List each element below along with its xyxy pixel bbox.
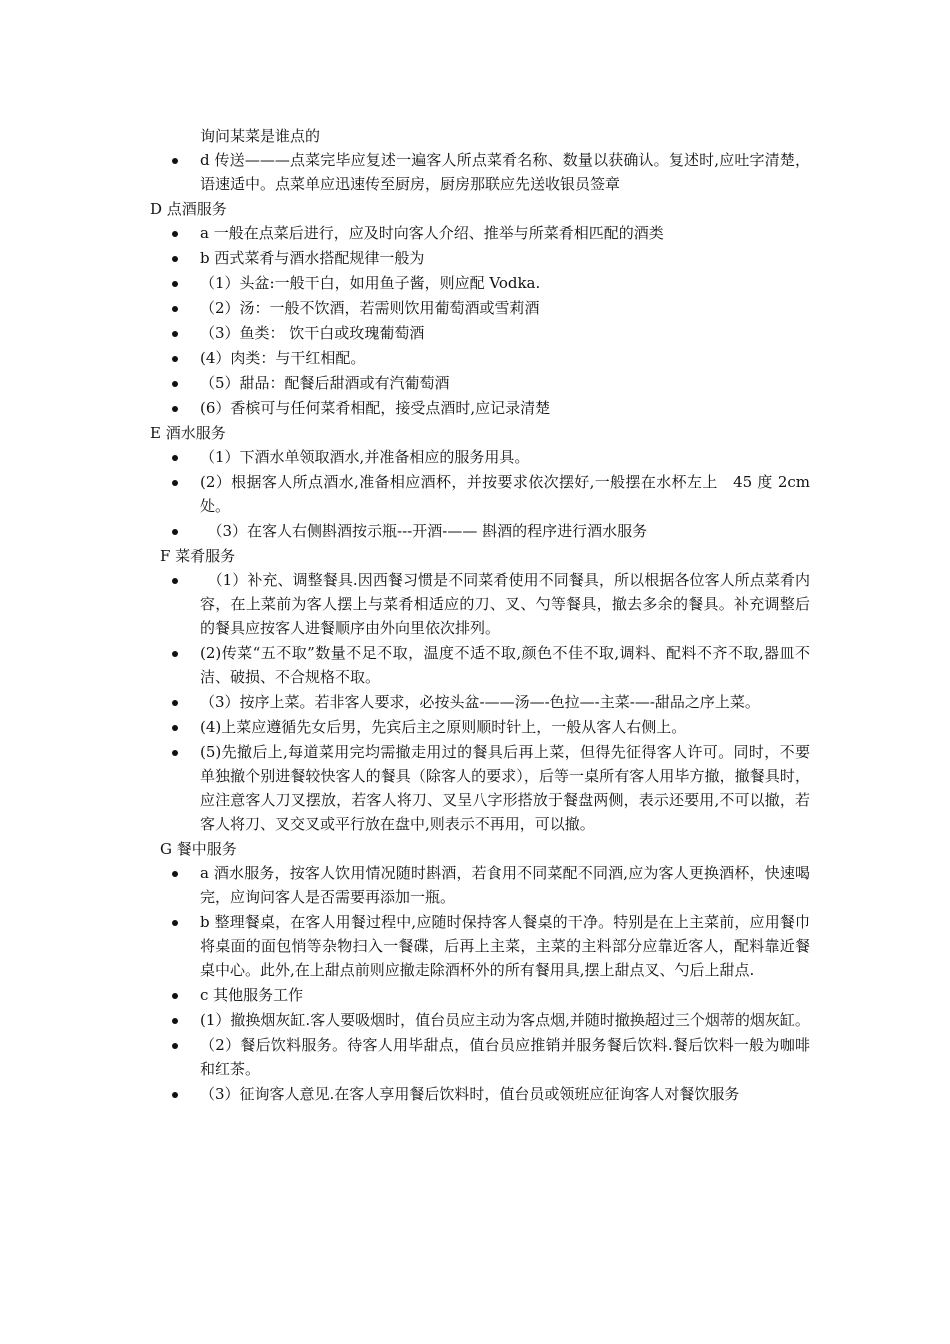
list-item — [150, 271, 810, 295]
list-item — [150, 568, 810, 640]
list-item — [150, 1033, 810, 1081]
bullet-list — [150, 568, 810, 836]
list-item-text: (2）根据客人所点酒水,准备相应酒杯，并按要求依次摆好,一般摆在水杯左上 45 度 2cm 处。 — [200, 473, 810, 515]
bullet-list — [150, 861, 810, 1106]
list-item-text: b 整理餐桌，在客人用餐过程中,应随时保持客人餐桌的干净。特别是在上主菜前，应用餐巾将桌面的面包悄等杂物扫入一餐碟，后再上主菜，主菜的主料部分应靠近客人，配料靠近餐桌中心。此外,在上甜点前则应撤走除酒杯外的所有餐用具,摆上甜点叉、勺后上甜点. — [200, 913, 810, 979]
bullet-list — [150, 445, 810, 543]
bullet-icon — [172, 306, 178, 312]
list-item — [150, 445, 810, 469]
bullet-icon — [172, 256, 178, 262]
list-item-text: （3）在客人右侧斟酒按示瓶---开酒-—— 斟酒的程序进行酒水服务 — [200, 522, 648, 540]
list-item-text: a 一般在点菜后进行，应及时向客人介绍、推举与所菜肴相匹配的酒类 — [200, 224, 664, 242]
section-heading: E 酒水服务 — [150, 424, 226, 442]
list-item-text: d 传送———点菜完毕应复述一遍客人所点菜肴名称、数量以获确认。复述时,应吐字清楚，语速适中。点菜单应迅速传至厨房，厨房那联应先送收银员签章 — [200, 151, 810, 193]
bullet-icon — [172, 1018, 178, 1024]
list-item — [150, 983, 810, 1007]
list-item-text: (5)先撤后上,每道菜用完均需撤走用过的餐具后再上菜，但得先征得客人许可。同时，不要单独撤个别进餐较快客人的餐具（除客人的要求），后等一桌所有客人用毕方撤，撤餐具时，应注意客人刀叉摆放，若客人将刀、叉呈八字形搭放于餐盘两侧，表示还要用,不可以撤，若客人将刀、叉交叉或平行放在盘中,则表示不再用，可以撤。 — [200, 743, 810, 833]
bullet-icon — [172, 920, 178, 926]
list-item-text: （1）补充、调整餐具.因西餐习惯是不同菜肴使用不同餐具，所以根据各位客人所点菜肴内容，在上菜前为客人摆上与菜肴相适应的刀、叉、勺等餐具，撤去多余的餐具。补充调整后的餐具应按客人进餐顺序由外向里依次排列。 — [200, 571, 810, 637]
list-item — [150, 519, 810, 543]
list-item — [150, 346, 810, 370]
bullet-icon — [172, 1043, 178, 1049]
bullet-list — [150, 221, 810, 420]
list-item-text: b 西式菜肴与酒水搭配规律一般为 — [200, 249, 425, 267]
document-body — [150, 124, 810, 1107]
list-item-text: （1）头盆:一般干白，如用鱼子酱，则应配 Vodka. — [200, 274, 541, 292]
list-item-text: （2）餐后饮料服务。待客人用毕甜点，值台员应推销并服务餐后饮料.餐后饮料一般为咖啡和红茶。 — [200, 1036, 810, 1078]
list-item — [150, 641, 810, 689]
bullet-icon — [172, 331, 178, 337]
bullet-list — [150, 148, 810, 196]
list-item — [150, 321, 810, 345]
list-item-text: （3）按序上菜。若非客人要求，必按头盆-——汤—-色拉—-主菜-—-甜品之序上菜。 — [200, 693, 760, 711]
section-heading: G 餐中服务 — [160, 840, 237, 858]
list-item — [150, 861, 810, 909]
list-item-text: (6）香槟可与任何菜肴相配，接受点酒时,应记录清楚 — [200, 399, 551, 417]
list-item — [150, 690, 810, 714]
bullet-icon — [172, 529, 178, 535]
list-item — [150, 470, 810, 518]
bullet-icon — [172, 381, 178, 387]
bullet-icon — [172, 700, 178, 706]
bullet-icon — [172, 871, 178, 877]
bullet-icon — [172, 480, 178, 486]
list-item — [150, 371, 810, 395]
bullet-icon — [172, 578, 178, 584]
section-heading: F 菜肴服务 — [160, 547, 236, 565]
bullet-icon — [172, 406, 178, 412]
list-item — [150, 246, 810, 270]
bullet-icon — [172, 750, 178, 756]
list-item — [150, 396, 810, 420]
bullet-icon — [172, 993, 178, 999]
list-item-text: （5）甜品：配餐后甜酒或有汽葡萄酒 — [200, 374, 450, 392]
list-item-text: （2）汤：一般不饮酒，若需则饮用葡萄酒或雪莉酒 — [200, 299, 540, 317]
list-item — [150, 740, 810, 836]
list-item-text: (2)传菜“五不取”数量不足不取，温度不适不取,颜色不佳不取,调料、配料不齐不取,器皿不洁、破损、不合规格不取。 — [200, 644, 810, 686]
list-item-text: (4)上菜应遵循先女后男，先宾后主之原则顺时针上，一般从客人右侧上。 — [200, 718, 687, 736]
list-item — [150, 715, 810, 739]
list-item — [150, 296, 810, 320]
bullet-icon — [172, 281, 178, 287]
bullet-icon — [172, 1092, 178, 1098]
list-item — [150, 221, 810, 245]
continuation-text: 询问某菜是谁点的 — [200, 127, 321, 145]
list-item-text: (1）撤换烟灰缸.客人要吸烟时，值台员应主动为客点烟,并随时撤换超过三个烟蒂的烟灰缸。 — [200, 1011, 810, 1029]
list-item-text: （3）征询客人意见.在客人享用餐后饮料时，值台员或领班应征询客人对餐饮服务 — [200, 1085, 740, 1103]
bullet-icon — [172, 725, 178, 731]
list-item-text: （1）下酒水单领取酒水,并准备相应的服务用具。 — [200, 448, 530, 466]
list-item-text: c 其他服务工作 — [200, 986, 304, 1004]
list-item — [150, 910, 810, 982]
list-item — [150, 148, 810, 196]
bullet-icon — [172, 356, 178, 362]
list-item — [150, 1082, 810, 1106]
bullet-icon — [172, 158, 178, 164]
list-item — [150, 1008, 810, 1032]
bullet-icon — [172, 651, 178, 657]
list-item-text: (4）肉类：与干红相配。 — [200, 349, 366, 367]
bullet-icon — [172, 455, 178, 461]
bullet-icon — [172, 231, 178, 237]
list-item-text: a 酒水服务，按客人饮用情况随时斟酒，若食用不同菜配不同酒,应为客人更换酒杯，快速喝完，应询问客人是否需要再添加一瓶。 — [200, 864, 810, 906]
list-item-text: （3）鱼类： 饮干白或玫瑰葡萄酒 — [200, 324, 425, 342]
section-heading: D 点酒服务 — [150, 200, 227, 218]
